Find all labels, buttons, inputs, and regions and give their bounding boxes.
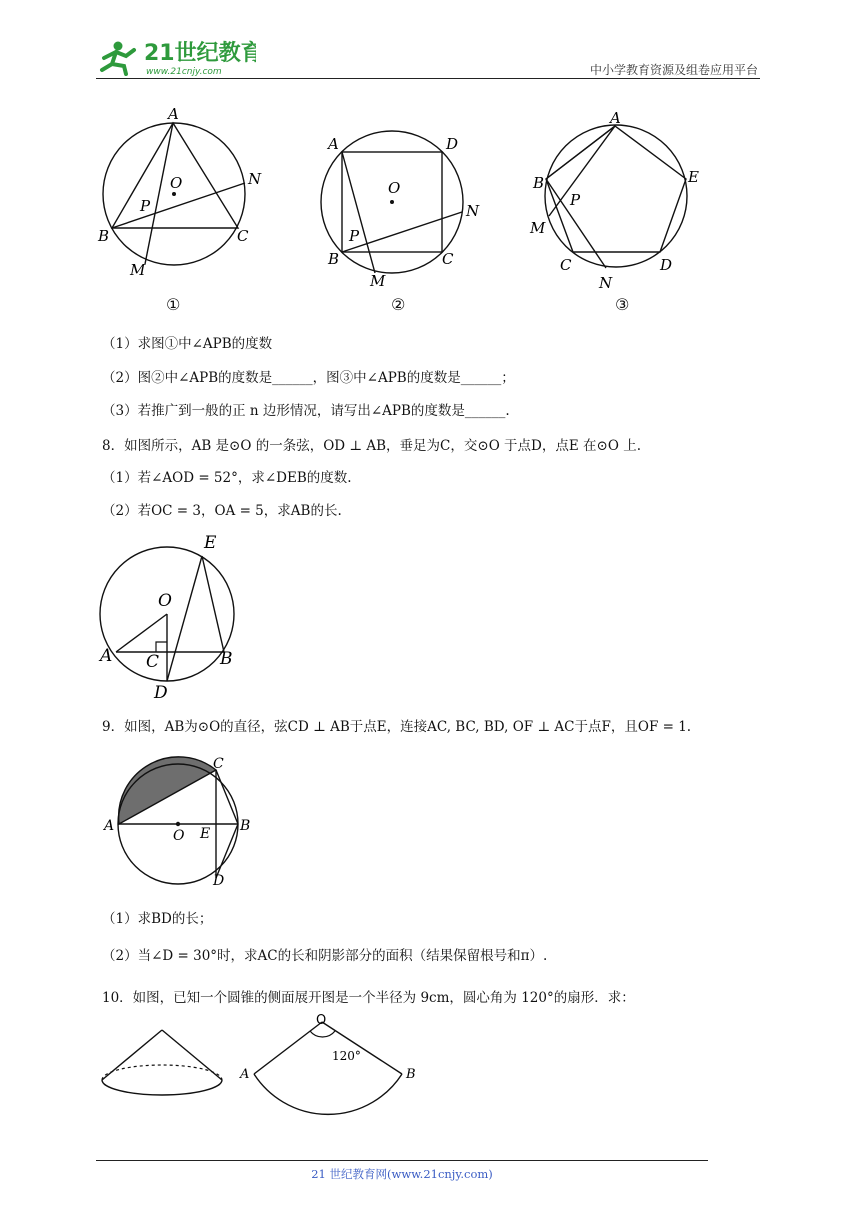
q8-label-A: A [100, 646, 113, 666]
fig1-label-M: M [130, 261, 146, 279]
fig3-label-E: E [688, 168, 699, 186]
shaded-segment [119, 757, 216, 824]
q10-label-A: A [240, 1067, 250, 1082]
q8-label-E: E [204, 533, 217, 553]
q7-figures [90, 98, 730, 323]
q8-part-2: （2）若OC = 3，OA = 5，求AB的长. [102, 503, 342, 519]
fig2-label-O: O [388, 179, 401, 197]
fig1-label-B: B [98, 227, 110, 245]
q10-angle-label: 120° [332, 1049, 361, 1063]
q9-label-F: F [174, 796, 184, 812]
q9-label-A: A [104, 818, 115, 834]
fig1-label-O: O [170, 174, 183, 192]
q10-figure [96, 1012, 436, 1122]
figure-2 [321, 131, 480, 290]
fig2-label-B: B [328, 250, 340, 268]
fig2-label-M: M [370, 272, 386, 290]
footer-link[interactable]: 21 世纪教育网(www.21cnjy.com) [311, 1167, 493, 1181]
fig3-label-C: C [560, 256, 572, 274]
q9-part-2: （2）当∠D = 30°时，求AC的长和阴影部分的面积（结果保留根号和π）. [102, 948, 548, 964]
q9-label-C: C [213, 756, 224, 772]
fig2-label-N: N [466, 202, 480, 220]
fig2-label-P: P [349, 227, 360, 245]
q7-part-1: （1）求图①中∠APB的度数 [102, 336, 273, 352]
q7-part-2: （2）图②中∠APB的度数是______，图③中∠APB的度数是______； [102, 370, 515, 386]
q8-label-O: O [158, 591, 172, 611]
q9-label-E: E [200, 826, 211, 842]
q8-part-1: （1）若∠AOD = 52°，求∠DEB的度数. [102, 470, 352, 486]
figure-3-caption: ③ [615, 295, 630, 314]
fig3-label-M: M [530, 219, 546, 237]
q8-label-C: C [146, 652, 160, 672]
header-divider [96, 78, 760, 79]
header-tagline: 中小学教育资源及组卷应用平台 [589, 63, 758, 77]
q8-figure [92, 530, 252, 705]
q9-label-D: D [213, 873, 225, 889]
logo-text: 21世纪教育 [144, 41, 256, 66]
q7-part-3: （3）若推广到一般的正 n 边形情况，请写出∠APB的度数是______. [102, 403, 510, 419]
figure-1 [97, 105, 262, 279]
fig1-label-P: P [140, 197, 151, 215]
figure-2-caption: ② [391, 295, 406, 314]
q10-label-B: B [406, 1067, 416, 1082]
cone-drawing [102, 1030, 222, 1095]
fig2-label-C: C [442, 250, 454, 268]
site-logo [96, 36, 256, 80]
footer-divider [96, 1160, 708, 1161]
fig1-label-A: A [168, 105, 179, 123]
q8-label-B: B [220, 649, 233, 669]
figure-3 [529, 109, 699, 292]
figure-1-caption: ① [166, 295, 181, 314]
fig3-label-P: P [570, 191, 581, 209]
q9-figure [98, 756, 268, 896]
q8-label-D: D [154, 683, 168, 703]
q9-part-1: （1）求BD的长； [102, 911, 213, 927]
q9-label-O: O [173, 828, 185, 844]
runner-icon [102, 42, 134, 75]
fig3-label-N: N [599, 274, 613, 292]
fig3-label-B: B [533, 174, 545, 192]
sector-drawing [239, 1013, 416, 1114]
q10-label-O: O [316, 1013, 327, 1028]
logo-url: www.21cnjy.com [146, 67, 222, 77]
fig2-label-A: A [328, 135, 339, 153]
fig3-label-D: D [660, 256, 673, 274]
fig1-label-C: C [237, 227, 249, 245]
q9-label-B: B [240, 818, 251, 834]
fig1-label-N: N [248, 170, 262, 188]
q9-stem: 9．如图，AB为⊙O的直径，弦CD ⊥ AB于点E，连接AC, BC, BD, OF ⊥ AC于点F，且OF = 1. [102, 719, 692, 735]
q8-stem: 8．如图所示，AB 是⊙O 的一条弦，OD ⊥ AB，垂足为C，交⊙O 于点D，点E 在⊙O 上. [102, 438, 641, 454]
fig2-label-D: D [446, 135, 459, 153]
q10-stem: 10．如图，已知一个圆锥的侧面展开图是一个半径为 9cm，圆心角为 120°的扇形．求： [102, 990, 635, 1006]
fig3-label-A: A [610, 109, 621, 127]
